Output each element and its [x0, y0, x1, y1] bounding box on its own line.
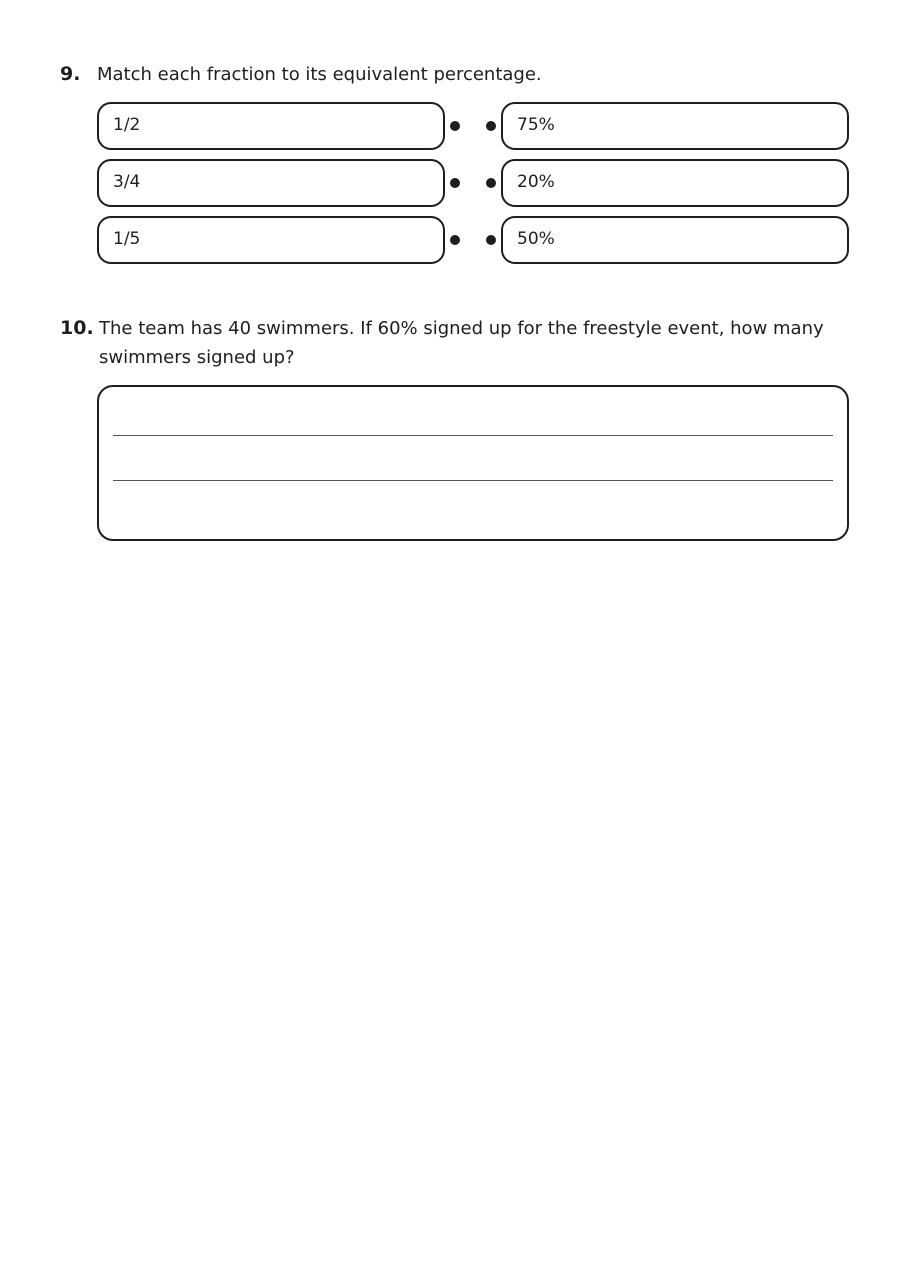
left-connector-dot-1[interactable] — [450, 121, 460, 131]
question-number: 9. — [60, 63, 81, 85]
left-connector-dot-2[interactable] — [450, 178, 460, 188]
answer-box[interactable] — [97, 385, 849, 541]
question-text: Match each fraction to its equivalent percentage. — [97, 64, 542, 85]
question-number: 10. — [60, 317, 94, 339]
question-text-line-2: swimmers signed up? — [99, 347, 295, 368]
fraction-box-1[interactable]: 1/2 — [97, 102, 445, 150]
answer-line-1[interactable] — [113, 435, 833, 436]
answer-line-2[interactable] — [113, 480, 833, 481]
right-connector-dot-3[interactable] — [486, 235, 496, 245]
fraction-box-3[interactable]: 1/5 — [97, 216, 445, 264]
left-connector-dot-3[interactable] — [450, 235, 460, 245]
fraction-box-2[interactable]: 3/4 — [97, 159, 445, 207]
question-text-line-1: The team has 40 swimmers. If 60% signed up for the freestyle event, how many — [99, 318, 824, 339]
right-connector-dot-1[interactable] — [486, 121, 496, 131]
percentage-box-2[interactable]: 20% — [501, 159, 849, 207]
right-connector-dot-2[interactable] — [486, 178, 496, 188]
percentage-box-1[interactable]: 75% — [501, 102, 849, 150]
percentage-box-3[interactable]: 50% — [501, 216, 849, 264]
